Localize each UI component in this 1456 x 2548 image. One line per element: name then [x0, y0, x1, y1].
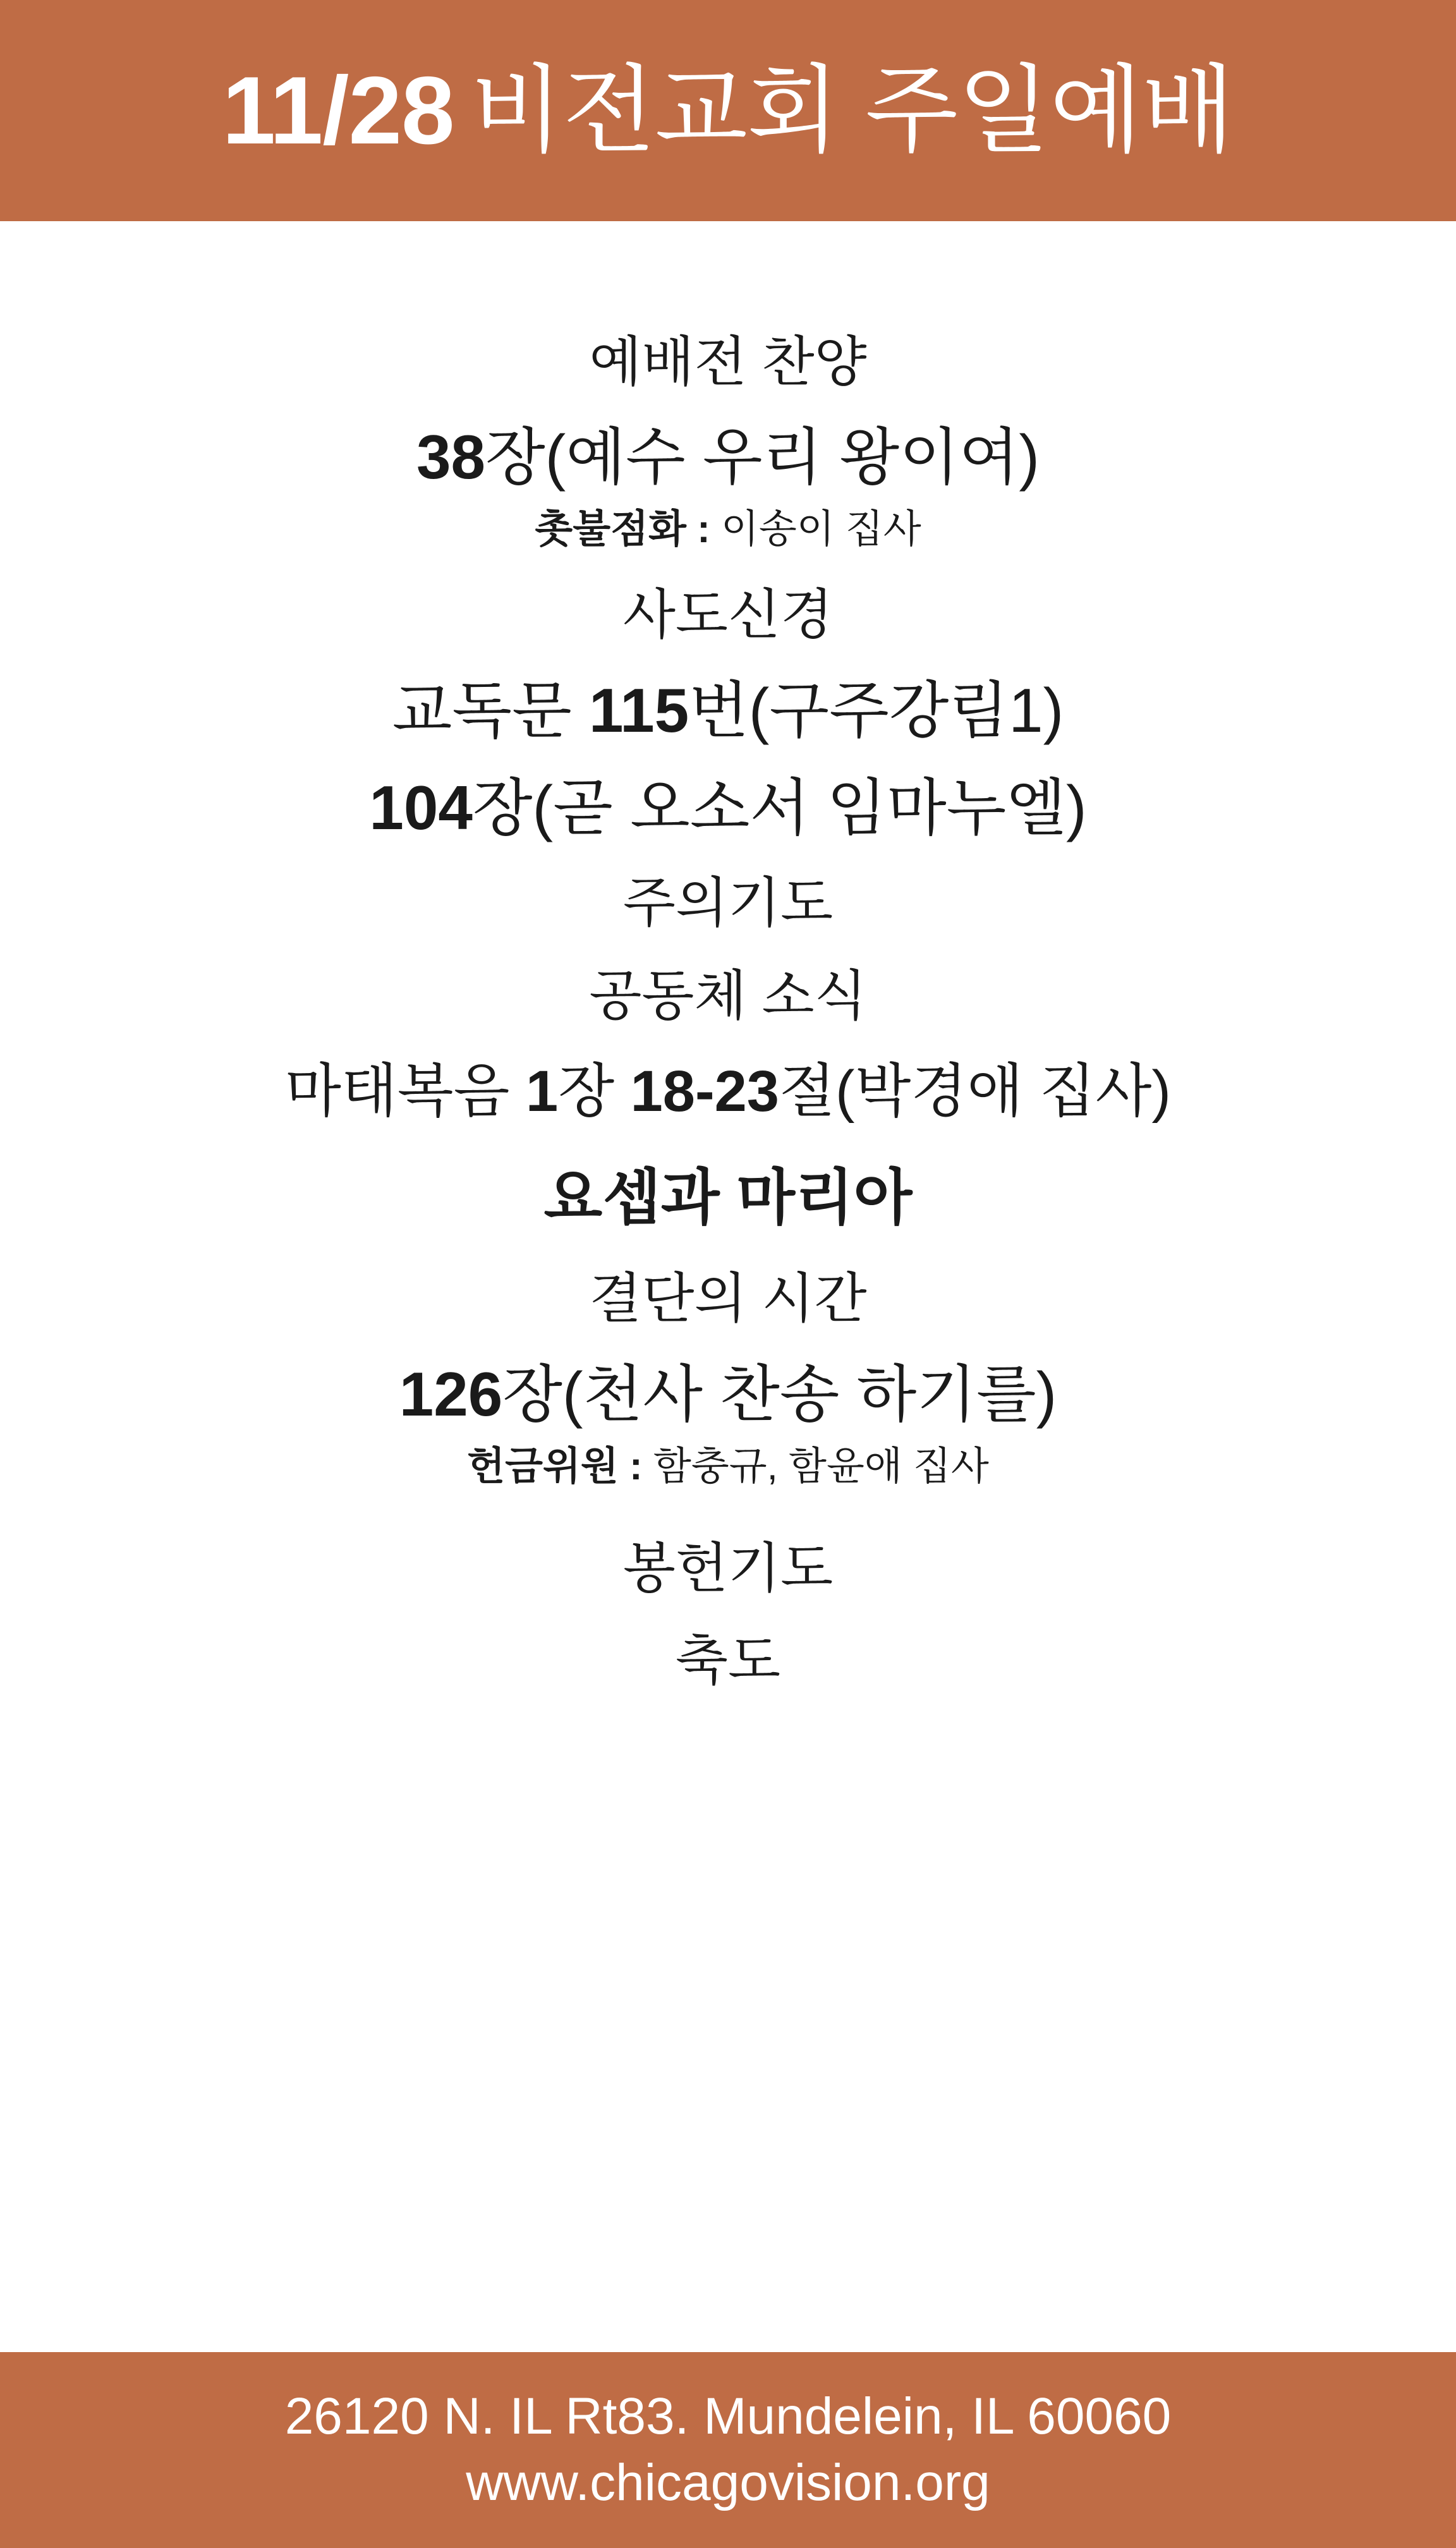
scripture-book: 마태복음	[284, 1059, 526, 1124]
header-church-service: 비전교회 주일예배	[470, 57, 1234, 164]
header-title	[222, 57, 1234, 164]
scripture-chapter-unit: 장	[558, 1059, 631, 1124]
order-item-offering-prayer: 봉헌기도	[622, 1538, 834, 1599]
hymn-label: 장(예수 우리 왕이여)	[485, 422, 1040, 492]
order-item-sermon-title: 요셉과 마리아	[543, 1163, 913, 1232]
order-item-candle-lighting	[38, 509, 1418, 550]
order-item-hymn-126	[38, 1359, 1418, 1429]
order-item-hymn-38	[38, 422, 1418, 492]
hymn-label: 장(천사 찬송 하기를)	[502, 1359, 1057, 1429]
scripture-chapter: 1	[526, 1059, 559, 1124]
footer-website[interactable]: www.chicagovision.org	[466, 2454, 990, 2511]
candle-lighting-person: 이송이 집사	[710, 507, 921, 552]
header-date: 11/28	[222, 57, 454, 164]
poster-header	[0, 0, 1456, 221]
scripture-verses: 18-23	[630, 1059, 779, 1124]
candle-lighting-role: 촛불점화 :	[535, 507, 710, 552]
scripture-verse-unit: 절(박경애 집사)	[779, 1059, 1172, 1124]
order-item-apostles-creed: 사도신경	[622, 585, 834, 646]
hymn-number: 126	[399, 1359, 503, 1429]
poster-footer	[0, 2352, 1456, 2548]
order-item-scripture-reading	[38, 1061, 1418, 1122]
order-item-benediction: 축도	[675, 1630, 781, 1691]
responsive-reading-number: 115	[589, 675, 689, 745]
order-item-lords-prayer: 주의기도	[622, 873, 834, 934]
hymn-number: 104	[369, 773, 473, 843]
order-item-hymn-104	[38, 773, 1418, 843]
order-item-decision-time: 결단의 시간	[589, 1268, 867, 1330]
hymn-label: 장(곧 오소서 임마누엘)	[472, 773, 1087, 843]
service-order-list	[0, 221, 1456, 2352]
order-item-offering-committee	[38, 1446, 1418, 1487]
responsive-reading-label: 번(구주강림1)	[689, 675, 1064, 745]
order-item-responsive-reading-115	[38, 675, 1418, 745]
order-item-prelude-praise: 예배전 찬양	[589, 332, 867, 392]
offering-committee-role: 헌금위원 :	[467, 1444, 643, 1488]
footer-address: 26120 N. IL Rt83. Mundelein, IL 60060	[284, 2387, 1172, 2446]
offering-committee-person: 함충규, 함윤애 집사	[642, 1444, 989, 1488]
order-item-community-news: 공동체 소식	[589, 965, 867, 1026]
responsive-reading-prefix: 교독문	[392, 675, 589, 745]
hymn-number: 38	[416, 422, 485, 492]
